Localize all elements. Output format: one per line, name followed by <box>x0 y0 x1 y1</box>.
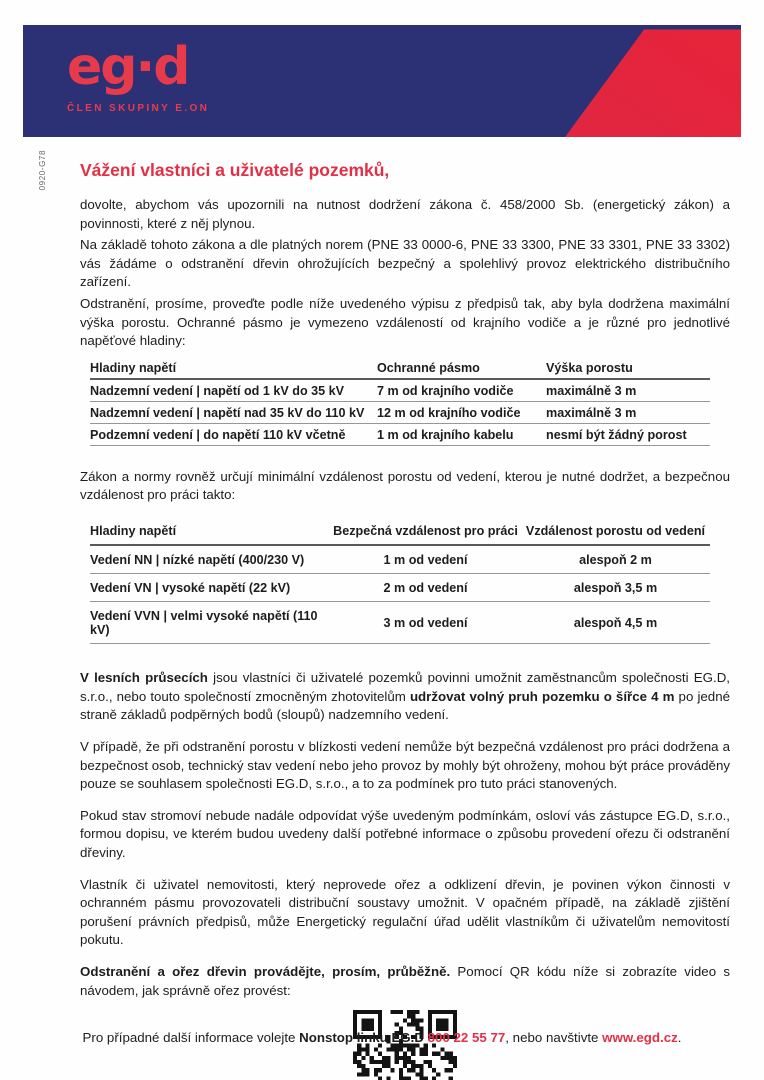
column-header: Výška porostu <box>546 357 710 379</box>
column-header: Vzdálenost porostu od vedení <box>525 517 710 545</box>
nonstop-line-label: Nonstop linku EG.D <box>299 1030 428 1045</box>
text-run: Pomocí QR kódu níže si zobrazíte video s návodem, jak správně ořez provést: <box>80 964 730 998</box>
table-row <box>90 401 710 423</box>
table-row <box>90 602 710 644</box>
column-header: Hladiny napětí <box>90 517 330 545</box>
table-cell: maximálně 3 m <box>546 379 710 402</box>
website-link[interactable]: www.egd.cz <box>602 1030 678 1045</box>
footer-contact-line <box>0 1030 764 1045</box>
paragraph-safety-conditions: V případě, že při odstranění porostu v blízkosti vedení nemůže být bezpečná vzdálenost pro práci dodržena a bezpečnost osob, technický stav vedení nebo jeho provoz by mohly být ohroženy, mohou být práce prováděny pouze se souhlasem společnosti EG.D, s.r.o., a to za podmínek pro tuto práci stanovených. <box>80 738 730 792</box>
qr-code-graphic <box>353 1010 457 1080</box>
table-cell: alespoň 2 m <box>525 545 710 574</box>
paragraph-law-norms: Zákon a normy rovněž určují minimální vzdálenost porostu od vedení, kterou je nutné dodržet, a bezpečnou vzdálenost pro práci takto: <box>80 468 730 503</box>
column-header: Bezpečná vzdálenost pro práci <box>330 517 525 545</box>
table-cell: Vedení VVN | velmi vysoké napětí (110 kV) <box>90 602 330 644</box>
table-cell: 12 m od krajního vodiče <box>377 401 546 423</box>
page-title: Vážení vlastníci a uživatelé pozemků, <box>80 160 390 180</box>
paragraph-penalty: Vlastník či uživatel nemovitosti, který neprovede ořez a odklizení dřevin, je povinen výkon činnosti v ochranném pásmu provozovateli distribuční soustavy umožnit. V opačném případě, na základě zjištění porušení právních předpisů, může Energetický regulační úřad udělit vlastníkům či uživatelům nemovitostí pokutu. <box>80 876 730 948</box>
table-row <box>90 379 710 402</box>
table-cell: 7 m od krajního vodiče <box>377 379 546 402</box>
table-cell: 1 m od krajního kabelu <box>377 423 546 445</box>
table-cell: Vedení VN | vysoké napětí (22 kV) <box>90 574 330 602</box>
table-row <box>90 574 710 602</box>
paragraph-forest-corridors <box>80 669 730 725</box>
text-run: . <box>677 1030 682 1045</box>
header-banner <box>23 25 741 137</box>
protection-zone-table <box>90 357 710 446</box>
safe-distance-table <box>90 517 710 644</box>
form-code-vertical: 0920-G78 <box>38 150 47 191</box>
table-cell: 3 m od vedení <box>330 602 525 644</box>
phone-number: 800 22 55 77 <box>427 1030 506 1045</box>
column-header: Hladiny napětí <box>90 357 377 379</box>
table-cell: Nadzemní vedení | napětí od 1 kV do 35 kV <box>90 379 377 402</box>
paragraph-intro-3: Odstranění, prosíme, proveďte podle níže uvedeného výpisu z předpisů tak, aby byla dodržena maximální výška porostu. Ochranné pásmo je vymezeno vzdáleností od krajního vodiče a je různé pro jednotlivé napěťové hladiny: <box>80 296 730 349</box>
paragraph-intro-2: Na základě tohoto zákona a dle platných norem (PNE 33 0000-6, PNE 33 3300, PNE 33 3301, PNE 33 3302) vás žádáme o odstranění dřevin ohrožujících bezpečný a spolehlivý provoz elektrického distribučního zařízení. <box>80 237 730 290</box>
letter-content <box>80 160 730 1080</box>
text-run: , nebo navštivte <box>505 1030 603 1045</box>
egd-logo: eg·d <box>67 37 189 97</box>
paragraph-intro-1: dovolte, abychom vás upozornili na nutnost dodržení zákona č. 458/2000 Sb. (energetický zákon) a povinnosti, které z něj plynou. <box>80 197 730 231</box>
column-header: Ochranné pásmo <box>377 357 546 379</box>
bold-run: V lesních průsecích <box>80 670 208 686</box>
paragraph-qr-instruction <box>80 963 730 1000</box>
paragraph-notification-letter: Pokud stav stromoví nebude nadále odpovídat výše uvedeným podmínkám, osloví vás zástupce EG.D, s.r.o., formou dopisu, ve kterém budou uvedeny další potřebné informace o způsobu provedení ořezu či odstranění dřeviny. <box>80 807 730 860</box>
table-row <box>90 423 710 445</box>
table-cell: Vedení NN | nízké napětí (400/230 V) <box>90 545 330 574</box>
bold-run: udržovat volný pruh pozemku o šířce 4 m <box>409 688 675 704</box>
table-cell: 2 m od vedení <box>330 574 525 602</box>
table-cell: alespoň 4,5 m <box>525 602 710 644</box>
text-run: po jedné straně základů podpěrných bodů (sloupů) nadzemního vedení. <box>80 688 730 723</box>
table-cell: nesmí být žádný porost <box>546 423 710 445</box>
table-header-row <box>90 357 710 379</box>
bold-run: Odstranění a ořez dřevin provádějte, prosím, průběžně. <box>80 964 451 980</box>
egd-tagline: ČLEN SKUPINY E.ON <box>67 103 210 115</box>
table-cell: maximálně 3 m <box>546 401 710 423</box>
table-cell: Nadzemní vedení | napětí nad 35 kV do 110 kV <box>90 401 377 423</box>
table-cell: Podzemní vedení | do napětí 110 kV včetně <box>90 423 377 445</box>
table-row <box>90 545 710 574</box>
egd-logo-block <box>67 39 209 114</box>
text-run: jsou vlastníci či uživatelé pozemků povinni umožnit zaměstnancům společnosti EG.D, s.r.o., nebo touto společností zmocněným zhotovitelům <box>80 670 730 704</box>
table-cell: alespoň 3,5 m <box>525 574 710 602</box>
qr-code <box>353 1010 457 1080</box>
table-header-row <box>90 517 710 545</box>
table-cell: 1 m od vedení <box>330 545 525 574</box>
text-run: Pro případné další informace volejte <box>82 1030 300 1045</box>
